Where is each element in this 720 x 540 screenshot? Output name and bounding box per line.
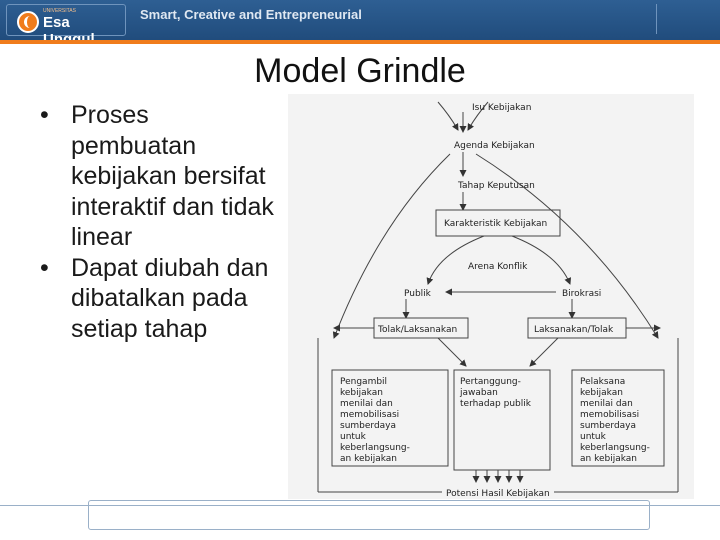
node-pengambil-line: memobilisasi <box>340 410 400 420</box>
node-isu-kebijakan: Isu Kebijakan <box>472 103 532 113</box>
node-pertanggung-line: terhadap publik <box>460 399 531 409</box>
bullet-list <box>40 100 280 344</box>
header-accent-stripe <box>0 40 720 44</box>
node-tolak-laksanakan: Tolak/Laksanakan <box>378 325 458 335</box>
node-pelaksana-line: keberlangsung- <box>580 443 650 453</box>
university-logo[interactable] <box>6 4 126 36</box>
node-arena-konflik: Arena Konflik <box>468 262 528 272</box>
node-pelaksana-line: sumberdaya <box>580 421 637 431</box>
header-tagline: Smart, Creative and Entrepreneurial <box>140 7 362 22</box>
bullet-item: • Dapat diubah dan dibatalkan pada setiap tahap <box>40 253 280 345</box>
node-publik: Publik <box>404 289 431 299</box>
bullet-item: • Proses pembuatan kebijakan bersifat interaktif dan tidak linear <box>40 100 280 253</box>
diagram-canvas <box>288 94 694 499</box>
node-tahap-keputusan: Tahap Keputusan <box>458 181 535 191</box>
node-pengambil-line: an kebijakan <box>340 454 398 464</box>
node-pengambil-line: untuk <box>340 432 366 442</box>
logo-subtext: UNIVERSITAS <box>43 8 76 14</box>
logo-emblem-icon <box>17 11 39 33</box>
node-pengambil-line: Pengambil <box>340 377 388 387</box>
node-pertanggung-line: Pertanggung- <box>460 377 521 387</box>
node-karakteristik-kebijakan: Karakteristik Kebijakan <box>444 219 548 229</box>
header-divider <box>656 4 657 34</box>
node-potensi-hasil-kebijakan: Potensi Hasil Kebijakan <box>446 489 550 499</box>
footer-frame <box>88 500 650 530</box>
logo-text: Esa <box>43 14 70 31</box>
node-birokrasi: Birokrasi <box>562 289 602 299</box>
header-band <box>0 0 720 44</box>
node-pelaksana-line: an kebijakan <box>580 454 638 464</box>
node-laksanakan-tolak: Laksanakan/Tolak <box>534 325 614 335</box>
node-pelaksana-line: menilai dan <box>580 399 633 409</box>
node-pertanggung-line: jawaban <box>460 388 498 398</box>
slide-title-text: Model Grindle <box>254 52 466 90</box>
node-pelaksana-line: Pelaksana <box>580 377 626 387</box>
node-pengambil-line: keberlangsung- <box>340 443 410 453</box>
node-pengambil-line: kebijakan <box>340 388 383 398</box>
node-pelaksana-line: memobilisasi <box>580 410 640 420</box>
grindle-model-diagram <box>288 94 694 499</box>
slide-title <box>0 52 720 91</box>
node-agenda-kebijakan: Agenda Kebijakan <box>454 141 535 151</box>
node-pelaksana-line: kebijakan <box>580 388 623 398</box>
node-pengambil-line: sumberdaya <box>340 421 397 431</box>
node-pelaksana-line: untuk <box>580 432 606 442</box>
node-pengambil-line: menilai dan <box>340 399 393 409</box>
